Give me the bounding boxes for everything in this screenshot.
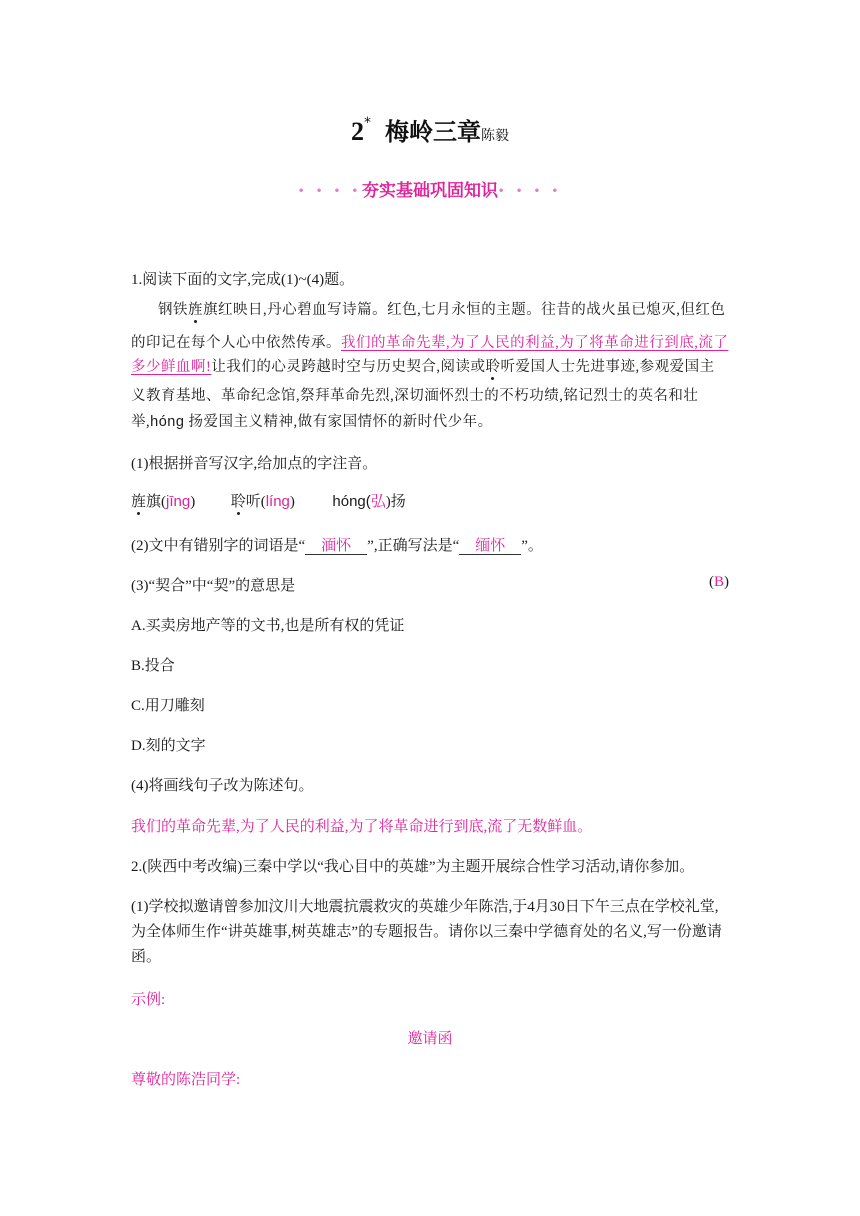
- answer-choice: B: [714, 574, 725, 590]
- q2-prompt: 2.(陕西中考改编)三秦中学以“我心目中的英雄”为主题开展综合性学习活动,请你参加。: [131, 859, 695, 875]
- q1-prompt: 1.阅读下面的文字,完成(1)~(4)题。: [131, 272, 355, 288]
- q1-sub3-answer: (B): [709, 574, 730, 590]
- emphasis-dot-jing: 旌: [188, 302, 203, 318]
- passage-line-1: 钢铁旌旗红映日,丹心碧血写诗篇。红色,七月永恒的主题。往昔的战火虽已熄灭,但红色: [158, 302, 726, 318]
- passage-line-2: 的印记在每个人心中依然传承。我们的革命先辈,为了人民的利益,为了将革命进行到底,流了: [131, 335, 729, 351]
- answer-hong: 弘: [370, 494, 386, 510]
- option-b: B.投合: [131, 658, 175, 674]
- q1-sub1-answers: [131, 490, 406, 511]
- option-a: A.买卖房地产等的文书,也是所有权的凭证: [131, 618, 405, 634]
- example-label: 示例:: [131, 992, 166, 1008]
- lesson-name: 梅岭三章: [385, 118, 481, 146]
- passage-line-5: 举,hóng 扬爱国主义精神,做有家国情怀的新时代少年。: [131, 414, 493, 430]
- section-banner: [0, 176, 860, 201]
- answer-jing: jīng: [166, 493, 191, 510]
- q2-sub1-line-1: (1)学校拟邀请曾参加汶川大地震抗震救灾的英雄少年陈浩,于4月30日下午三点在学校礼堂,: [131, 899, 719, 915]
- letter-title: 邀请函: [407, 1031, 453, 1047]
- answer-wrong-word: 湎怀: [305, 538, 367, 555]
- passage-line-3: 多少鲜血啊!让我们的心灵跨越时空与历史契合,阅读或聆听爱国人士先进事迹,参观爱国主: [131, 359, 715, 375]
- q2-sub1-line-3: 函。: [131, 949, 162, 965]
- passage-line-4: 义教育基地、革命纪念馆,祭拜革命先烈,深切湎怀烈士的不朽功绩,铭记烈士的英名和壮: [131, 388, 699, 404]
- banner-dots-left: • • • •: [297, 186, 362, 197]
- q2-sub1-line-2: 为全体师生作“讲英雄事,树英雄志”的专题报告。请你以三秦中学德育处的名义,写一份邀请: [131, 924, 722, 940]
- q1-sub4-prompt: (4)将画线句子改为陈述句。: [131, 778, 314, 794]
- q1-sub2: (2)文中有错别字的词语是“ 湎怀 ”,正确写法是“ 缅怀 ”。: [131, 538, 543, 554]
- q1-sub1-prompt: (1)根据拼音写汉字,给加点的字注音。: [131, 456, 378, 472]
- pinyin-item-3: hóng(弘)扬: [332, 493, 406, 510]
- emphasis-dot-ling: 聆: [485, 359, 501, 375]
- underlined-sentence-part-1: 我们的革命先辈,为了人民的利益,为了将革命进行到底,流了: [341, 335, 729, 351]
- banner-dots-right: • • • •: [498, 186, 563, 197]
- author: 陈毅: [481, 128, 509, 144]
- star-mark: *: [364, 115, 371, 131]
- q1-sub3-prompt: (3)“契合”中“契”的意思是: [131, 578, 296, 594]
- page-title: [0, 112, 860, 147]
- pinyin-hong: hóng: [150, 414, 185, 430]
- lesson-number: 2: [351, 117, 364, 146]
- underlined-sentence-part-2: 多少鲜血啊!: [131, 359, 212, 375]
- answer-correct-word: 缅怀: [459, 538, 521, 555]
- pinyin-item-2: 聆听(líng): [230, 493, 295, 510]
- option-c: C.用刀雕刻: [131, 698, 205, 714]
- option-d: D.刻的文字: [131, 738, 206, 754]
- banner-text: 夯实基础巩固知识: [362, 181, 498, 201]
- letter-salutation: 尊敬的陈浩同学:: [131, 1072, 241, 1088]
- answer-ling: líng: [265, 493, 290, 510]
- q1-sub4-answer: 我们的革命先辈,为了人民的利益,为了将革命进行到底,流了无数鲜血。: [131, 819, 593, 835]
- pinyin-item-1: 旌旗(jīng): [131, 493, 196, 510]
